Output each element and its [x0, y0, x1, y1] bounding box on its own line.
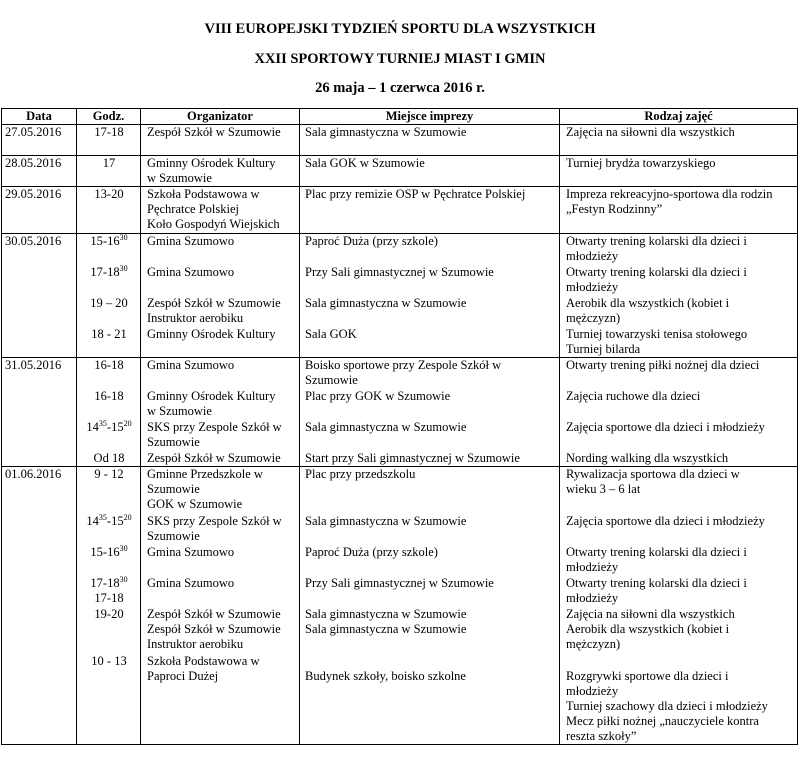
cell-activity: Otwarty trening kolarski dla dzieci i młodzieży — [560, 576, 798, 607]
cell-activity: Otwarty trening kolarski dla dzieci i młodzieży — [560, 265, 798, 296]
cell-activity: Aerobik dla wszystkich (kobiet i mężczyzn) — [560, 296, 798, 327]
table-row — [2, 576, 798, 607]
cell-activity: Zajęcia na siłowni dla wszystkich Aerobik dla wszystkich (kobiet i mężczyzn) — [560, 607, 798, 654]
cell-organizer: Zespół Szkół w Szumowie — [141, 125, 300, 156]
cell-date: 30.05.2016 — [2, 234, 77, 265]
cell-organizer: Szkoła Podstawowa w Pęchratce Polskiej Koło Gospodyń Wiejskich — [141, 187, 300, 234]
cell-time: 17 — [77, 156, 141, 187]
table-row — [2, 420, 798, 451]
cell-time: Od 18 — [77, 451, 141, 467]
table-row — [2, 545, 798, 576]
cell-place: Boisko sportowe przy Zespole Szkół w Szumowie — [300, 358, 560, 389]
table-row — [2, 514, 798, 545]
table-row — [2, 327, 798, 358]
cell-organizer: Gmina Szumowo — [141, 545, 300, 576]
cell-date — [2, 389, 77, 420]
column-header-organizer: Organizator — [141, 109, 300, 125]
table-row — [2, 125, 798, 156]
cell-time: 19-20 — [77, 607, 141, 654]
cell-time: $15-16^{30}$ — [77, 545, 141, 576]
cell-place: Przy Sali gimnastycznej w Szumowie — [300, 265, 560, 296]
cell-date — [2, 327, 77, 358]
cell-activity: Impreza rekreacyjno-sportowa dla rodzin „Festyn Rodzinny” — [560, 187, 798, 234]
schedule-table — [1, 108, 798, 745]
table-row — [2, 156, 798, 187]
cell-date — [2, 607, 77, 654]
cell-place: Paproć Duża (przy szkole) — [300, 545, 560, 576]
cell-organizer: Gminne Przedszkole w Szumowie GOK w Szumowie — [141, 467, 300, 514]
cell-time: 16-18 — [77, 389, 141, 420]
cell-activity: Turniej towarzyski tenisa stołowego Turniej bilarda — [560, 327, 798, 358]
cell-time: 13-20 — [77, 187, 141, 234]
cell-place: Sala gimnastyczna w Szumowie — [300, 125, 560, 156]
table-row — [2, 654, 798, 745]
cell-place: Sala gimnastyczna w Szumowie — [300, 514, 560, 545]
cell-organizer: Zespół Szkół w Szumowie Zespół Szkół w Szumowie Instruktor aerobiku — [141, 607, 300, 654]
cell-activity: Nording walking dla wszystkich — [560, 451, 798, 467]
cell-date — [2, 296, 77, 327]
table-row — [2, 389, 798, 420]
cell-date: 29.05.2016 — [2, 187, 77, 234]
document-subtitle: XXII SPORTOWY TURNIEJ MIAST I GMIN — [254, 51, 546, 67]
cell-time: $17-18^{30}$ 17-18 — [77, 576, 141, 607]
cell-place: Budynek szkoły, boisko szkolne — [300, 654, 560, 745]
table-row — [2, 358, 798, 389]
cell-activity: Zajęcia sportowe dla dzieci i młodzieży — [560, 514, 798, 545]
table-row — [2, 451, 798, 467]
cell-time: 18 - 21 — [77, 327, 141, 358]
cell-place: Plac przy GOK w Szumowie — [300, 389, 560, 420]
cell-date — [2, 451, 77, 467]
cell-place: Paproć Duża (przy szkole) — [300, 234, 560, 265]
cell-place: Sala gimnastyczna w Szumowie — [300, 420, 560, 451]
cell-activity: Turniej brydża towarzyskiego — [560, 156, 798, 187]
cell-date: 28.05.2016 — [2, 156, 77, 187]
cell-date — [2, 514, 77, 545]
table-row — [2, 467, 798, 514]
cell-place: Plac przy przedszkolu — [300, 467, 560, 514]
table-row — [2, 187, 798, 234]
cell-date — [2, 576, 77, 607]
table-row — [2, 265, 798, 296]
cell-time: 16-18 — [77, 358, 141, 389]
cell-time: 17-18 — [77, 125, 141, 156]
cell-time: $14^{35}-15^{20}$ — [77, 420, 141, 451]
cell-activity: Rywalizacja sportowa dla dzieci w wieku 3 – 6 lat — [560, 467, 798, 514]
cell-activity: Zajęcia ruchowe dla dzieci — [560, 389, 798, 420]
cell-organizer: Gminny Ośrodek Kultury w Szumowie — [141, 156, 300, 187]
cell-organizer: SKS przy Zespole Szkół w Szumowie — [141, 514, 300, 545]
cell-time: 9 - 12 — [77, 467, 141, 514]
cell-date — [2, 545, 77, 576]
table-row — [2, 607, 798, 654]
cell-organizer: Szkoła Podstawowa w Paproci Dużej — [141, 654, 300, 745]
document-date-range: 26 maja – 1 czerwca 2016 r. — [315, 80, 485, 96]
cell-time: 10 - 13 — [77, 654, 141, 745]
cell-time: $17-18^{30}$ — [77, 265, 141, 296]
cell-place: Plac przy remizie OSP w Pęchratce Polskiej — [300, 187, 560, 234]
cell-place: Przy Sali gimnastycznej w Szumowie — [300, 576, 560, 607]
cell-date: 27.05.2016 — [2, 125, 77, 156]
cell-place: Sala gimnastyczna w Szumowie Sala gimnastyczna w Szumowie — [300, 607, 560, 654]
cell-date: 31.05.2016 — [2, 358, 77, 389]
table-header-row — [2, 109, 798, 125]
cell-place: Sala gimnastyczna w Szumowie — [300, 296, 560, 327]
cell-organizer: Gmina Szumowo — [141, 358, 300, 389]
cell-activity: Otwarty trening kolarski dla dzieci i młodzieży — [560, 545, 798, 576]
cell-organizer: Gminny Ośrodek Kultury w Szumowie — [141, 389, 300, 420]
cell-organizer: SKS przy Zespole Szkół w Szumowie — [141, 420, 300, 451]
cell-date — [2, 654, 77, 745]
cell-place: Start przy Sali gimnastycznej w Szumowie — [300, 451, 560, 467]
cell-date — [2, 265, 77, 296]
cell-time: $14^{35}-15^{20}$ — [77, 514, 141, 545]
cell-date — [2, 420, 77, 451]
cell-activity: Zajęcia sportowe dla dzieci i młodzieży — [560, 420, 798, 451]
cell-activity: Otwarty trening kolarski dla dzieci i młodzieży — [560, 234, 798, 265]
cell-organizer: Gmina Szumowo — [141, 265, 300, 296]
cell-organizer: Gmina Szumowo — [141, 576, 300, 607]
document-title: VIII EUROPEJSKI TYDZIEŃ SPORTU DLA WSZYSTKICH — [204, 21, 596, 37]
column-header-place: Miejsce imprezy — [300, 109, 560, 125]
table-row — [2, 296, 798, 327]
cell-place: Sala GOK — [300, 327, 560, 358]
cell-date: 01.06.2016 — [2, 467, 77, 514]
column-header-date: Data — [2, 109, 77, 125]
cell-activity: Zajęcia na siłowni dla wszystkich — [560, 125, 798, 156]
table-row — [2, 234, 798, 265]
column-header-time: Godz. — [77, 109, 141, 125]
column-header-activity: Rodzaj zajęć — [560, 109, 798, 125]
cell-time: 19 – 20 — [77, 296, 141, 327]
cell-activity: Rozgrywki sportowe dla dzieci i młodzieży Turniej szachowy dla dzieci i młodzieży Mecz piłki nożnej „nauczyciele kontra reszta szkoły” — [560, 654, 798, 745]
cell-time: $15-16^{30}$ — [77, 234, 141, 265]
cell-organizer: Gmina Szumowo — [141, 234, 300, 265]
cell-place: Sala GOK w Szumowie — [300, 156, 560, 187]
cell-organizer: Zespół Szkół w Szumowie Instruktor aerobiku — [141, 296, 300, 327]
cell-organizer: Gminny Ośrodek Kultury — [141, 327, 300, 358]
cell-activity: Otwarty trening piłki nożnej dla dzieci — [560, 358, 798, 389]
cell-organizer: Zespół Szkół w Szumowie — [141, 451, 300, 467]
